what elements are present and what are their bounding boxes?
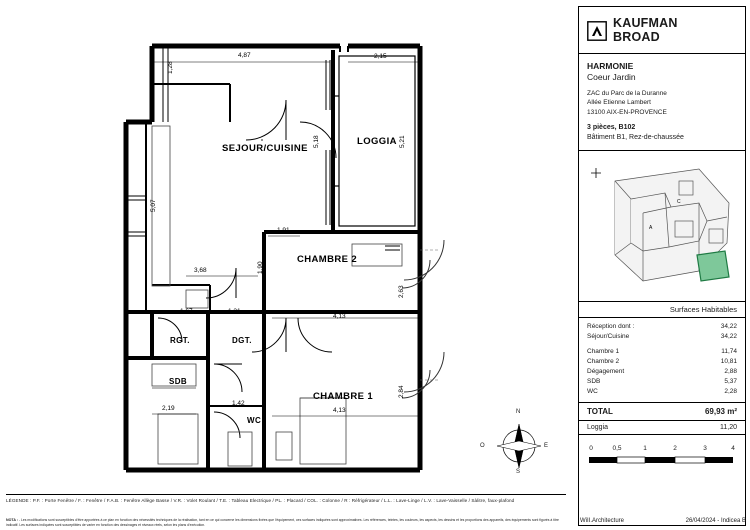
nota-title: NOTA : <box>6 517 18 522</box>
total-row <box>579 402 745 421</box>
scale-bar <box>579 435 745 476</box>
brand-name <box>613 17 678 44</box>
dimension-text: 2,15 <box>374 53 387 60</box>
dimension-text: 1,28 <box>167 61 174 74</box>
surface-row-label: Chambre 2 <box>587 358 620 366</box>
compass-west-label: O <box>480 443 485 449</box>
dimension-text: 3,68 <box>194 267 207 274</box>
surface-row-value: 2,88 <box>724 368 737 376</box>
reception-value: 34,22 <box>720 323 737 331</box>
dimension-text: 1,67 <box>180 308 193 315</box>
dimension-text: 2,19 <box>162 405 175 412</box>
sejour-value: 34,22 <box>720 333 737 341</box>
surface-row-value: 2,28 <box>724 388 737 396</box>
lot-building: Bâtiment B1, Rez-de-chaussée <box>587 134 684 142</box>
surface-row-value: 10,81 <box>720 358 737 366</box>
scale-tick-label: 3 <box>703 444 707 452</box>
address-line-1: ZAC du Parc de la Duranne <box>587 89 667 97</box>
dimension-text: 2,63 <box>398 285 405 298</box>
compass-rose <box>480 409 550 477</box>
room-label-rgt: RGT. <box>170 336 190 345</box>
surface-row-value: 11,74 <box>721 348 737 356</box>
kb-chevron-logo-icon <box>587 21 607 41</box>
scale-tick-label: 1 <box>643 444 647 452</box>
room-label-wc: WC <box>247 416 262 425</box>
surface-row-value: 5,37 <box>724 378 737 386</box>
program-name: HARMONIE <box>587 61 634 71</box>
surface-row <box>579 357 745 367</box>
loggia-label: Loggia <box>587 423 609 431</box>
legend-strip <box>6 494 566 504</box>
program-subtitle: Coeur Jardin <box>587 72 636 83</box>
key-plan-map <box>579 151 745 302</box>
address-line-3: 13100 AIX-EN-PROVENCE <box>587 108 667 116</box>
surface-row-label: Dégagement <box>587 368 625 376</box>
brand-logo <box>579 7 745 54</box>
lot-type: 3 pièces, B102 <box>587 124 636 132</box>
surface-row-label: SDB <box>587 378 601 386</box>
dimension-text: 5,18 <box>313 135 320 148</box>
total-label: TOTAL <box>587 406 613 416</box>
dimension-text: 4,13 <box>333 313 346 320</box>
dimension-text: 4,13 <box>333 407 346 414</box>
room-label-sejour-cuisine: SEJOUR/CUISINE <box>222 143 308 154</box>
compass-north-label: N <box>516 409 521 415</box>
surface-row <box>579 367 745 377</box>
address-line-2: Allée Etienne Lambert <box>587 99 651 107</box>
dimension-text: 4,87 <box>238 52 251 59</box>
sheet-footer <box>578 518 748 524</box>
surface-row-label: Chambre 1 <box>587 348 620 356</box>
surface-row <box>579 387 745 397</box>
total-value: 69,93 m² <box>704 406 737 416</box>
dimension-text: 2,84 <box>398 385 405 398</box>
nota-text: - Les modifications sont susceptibles d'être apportées à ce plan en fonction des nécessités techniques de la réalisation, tant en ce qui concerne les dimensions fixées que l'équipement, ces surfaces indiquées sont approximatives. Les références, teintes, les couleurs, les aspects, les dessins et les proportions des appareils, des équipements sont figurés à titre indicatif. Les surfaces indiquées sont susceptibles de varier en fonction des dessinages et niveaux réels, selon les plans d'exécution. <box>6 517 559 528</box>
dimension-text: 1,90 <box>257 261 264 274</box>
surface-row <box>579 347 745 357</box>
dimension-text: 1,42 <box>232 400 245 407</box>
sejour-label: Séjour/Cuisine <box>587 333 630 341</box>
dimension-text: 1,91 <box>277 227 290 234</box>
surfaces-title: Surfaces Habitables <box>579 302 745 318</box>
surface-row-label: WC <box>587 388 598 396</box>
scale-tick-label: 0,5 <box>612 444 622 452</box>
brand-line-2: BROAD <box>613 29 660 44</box>
room-label-chambre-1: CHAMBRE 1 <box>313 391 374 402</box>
nota-block <box>6 518 566 528</box>
dimension-text: 5,07 <box>150 199 157 212</box>
program-info <box>579 54 745 151</box>
svg-text:A: A <box>649 225 653 232</box>
room-label-loggia: LOGGIA <box>357 136 397 147</box>
architect-name: WiII.Architecture <box>580 518 625 524</box>
surface-row <box>579 377 745 387</box>
revision-date: 26/04/2024 - Indicea B <box>685 518 746 524</box>
brand-line-1: KAUFMAN <box>613 16 678 30</box>
loggia-value: 11,20 <box>720 423 737 431</box>
surfaces-table <box>579 318 745 402</box>
scale-tick-label: 0 <box>589 444 593 452</box>
scale-tick-label: 2 <box>673 444 677 452</box>
dimension-text: 1,31 <box>228 308 241 315</box>
scale-tick-label: 4 <box>731 444 735 452</box>
room-label-sdb: SDB <box>169 377 188 386</box>
room-label-dgt: DGT. <box>232 336 252 345</box>
svg-text:C: C <box>677 199 681 206</box>
compass-south-label: S <box>516 469 521 475</box>
loggia-row <box>579 421 745 435</box>
reception-label: Réception dont : <box>587 323 635 331</box>
title-block-panel <box>578 6 746 526</box>
compass-east-label: E <box>544 443 549 449</box>
dimension-text: 5,21 <box>399 135 406 148</box>
room-label-chambre-2: CHAMBRE 2 <box>297 254 358 265</box>
legend-text: LÉGENDE : P.F. : Porte Fenêtre / F. : Fenêtre / F.A.B. : Fenêtre Allège Basse / V.R. : Volet Roulant / T.E. : Tableau Electrique / PL. : Placard / COL. : Colonne / R : Réfrigérateur / L.L. : Lave-Linge / L.V. : Lave-Vaisselle / Sàlitre, faux-plafond <box>6 497 515 503</box>
